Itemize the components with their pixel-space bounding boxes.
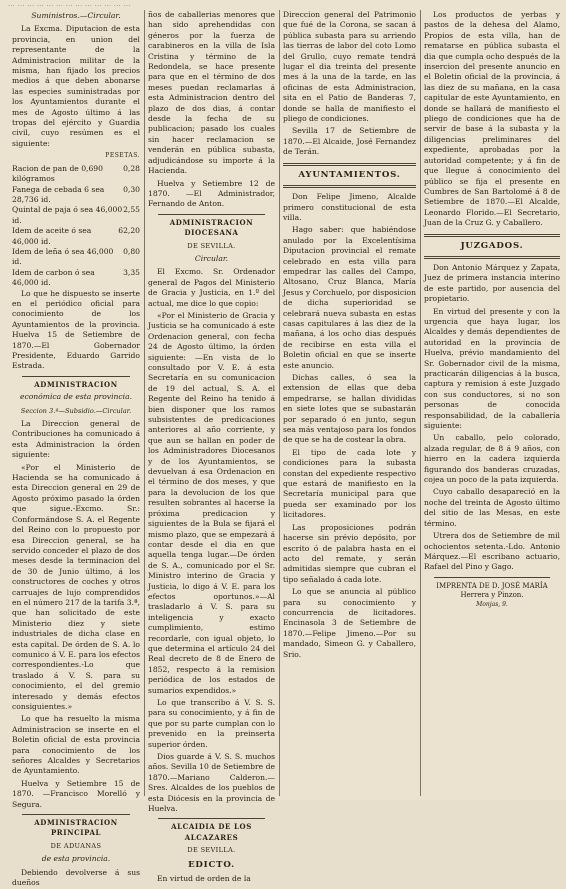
price-row — [12, 268, 140, 289]
column-3 — [283, 10, 416, 796]
paragraph: Hago saber: que habiéndose anulado por la Excelentísima Diputacion provincial el remate celebrado en esta villa para empedrar las calles del Campo, Altosano, Cruz Blanca, María Jesus y Corchuelo, por disposicion de dicha superioridad se celebrará nueva subasta en estas casas capitulares á las diez de la mañana, á los ocho dias después de recibirse en esta villa el Boletin oficial en que se inserte este anuncio. — [283, 225, 416, 370]
price-label: Racion de pan de 0,690 kilógramos — [12, 163, 103, 184]
section-heading: ALCAIDIA DE LOS ALCAZARES — [171, 822, 252, 842]
price-list — [12, 164, 140, 289]
section-subheading: económica de esta provincia. — [19, 392, 133, 402]
section-heading: Suministros.—Circular. — [31, 11, 121, 20]
section-heading: AYUNTAMIENTOS. — [298, 169, 401, 180]
section-heading: JUZGADOS. — [460, 240, 524, 251]
paragraph: Un caballo, pelo colorado, alzada regular, de 8 á 9 años, con hierro en la cadera izquierda figurando dos banderas cruzadas, cojea un poco de la pata izquierda. — [424, 433, 560, 485]
price-row — [12, 226, 140, 247]
section-heading: ADMINISTRACION DIOCESANA — [169, 217, 254, 238]
price-value: 2,55 — [123, 205, 140, 215]
price-row — [12, 205, 140, 226]
paragraph: Sevilla 17 de Setiembre de 1870.—El Alcaide, José Fernandez de Terán. — [283, 126, 416, 157]
paragraph: Dios guarde á V. S. S. muchos años. Sevilla 10 de Setiembre de 1870.—Mariano Calderon.—Sres. Alcaldes de los pueblos de esta Diócesis en la provincia de Huelva. — [148, 752, 275, 814]
separator — [22, 376, 130, 377]
paragraph: Don Felipe Jimeno, Alcalde primero constitucional de esta villa. — [283, 192, 416, 222]
paragraph: En virtud del presente y con la urgencia que haya lugar, los Alcaldes y demás dependientes de autoridad en la provincia de Huelva, prévio mandamiento del Sr. Gobernador civil de la misma, practicarán diligencias á la busca, captura y remision á este Juzgado con sus conductores, si no son personas de conocida responsabilidad, de la caballería siguiente: — [424, 306, 560, 431]
section-heading: ADMINISTRACION PRINCIPAL — [34, 818, 118, 838]
paragraph: Direccion general del Patrimonio que fué de la Corona, se sacan á pública subasta para su arriendo las tierras de labor del coto Lomo del Grullo, cuyo remate tendrá lugar el dia treinta del presente mes á la una de la tarde, en las oficinas de esta Administracion, sita en el Patio de Banderas 7, donde se halla de manifiesto el pliego de condiciones. — [283, 10, 416, 124]
imprint-address: Monjas, 9. — [476, 600, 508, 608]
separator — [22, 814, 130, 815]
paragraph: Huelva y Setiembre 12 de 1870. —El Administrador, Fernando de Anton. — [148, 178, 275, 209]
price-row — [12, 247, 140, 268]
paragraph: ños de caballerias menores que han sido aprehendidas con géneros por la fuerza de carabineros en la villa de Isla Cristina y término de la Redondela, se hace presente para que en el término de dos meses puedan reclamarlas á esta Administracion dentro del plazo de dos dias, á contar desde la fecha de su publicacion; pasado los cuales sin hacer reclamacion se venderán en pública subasta, adjudicándose su importe á la Hacienda. — [148, 10, 275, 176]
separator — [158, 214, 265, 215]
separator — [424, 256, 560, 259]
paragraph: Debiendo devolverse á sus dueños — [12, 867, 140, 888]
section-heading: ADMINISTRACION — [34, 379, 118, 389]
section-subheading: DE SEVILLA. — [187, 846, 236, 855]
paragraph: Utrera dos de Setiembre de mil ochocientos setenta.-Ldo. Antonio Márquez.—El escribano actuario, Rafael del Pino y Gago. — [424, 531, 560, 572]
price-value: 0,30 — [123, 184, 140, 194]
column-rule — [279, 10, 280, 796]
section-subheading: DE SEVILLA. — [187, 241, 236, 250]
paragraph: Don Antonio Márquez y Zapata, Juez de primera instancia interino de este partido, por ausencia del propietario. — [424, 262, 560, 304]
paragraph: El tipo de cada lote y condiciones para la subasta constan del expediente respectivo que estará de manifiesto en la Secretaría municipal para que pueda ser examinado por los licitadores. — [283, 447, 416, 520]
section-subheading: DE ADUANAS — [50, 841, 102, 850]
price-label: Idem de carbon ó sea 46,000 id. — [12, 267, 95, 288]
price-label: Idem de leña ó sea 46,000 id. — [12, 246, 114, 267]
price-value: 3,35 — [123, 267, 140, 277]
column-1 — [12, 10, 140, 888]
paragraph: Dichas calles, ó sea la extension de ellas que deba empedrarse, se hallan divididas en siete lotes que se subastarán por separado ó en junto, segun sea más ventajoso para los fondos de que se ha de costear la obra. — [283, 373, 416, 445]
paragraph: Cuyo caballo desapareció en la noche del treinta de Agosto último del sitio de las Mesas, en este término. — [424, 487, 560, 528]
separator — [158, 818, 265, 819]
separator — [283, 185, 416, 188]
price-label: Fanega de cebada 6 sea 28,736 id. — [12, 184, 105, 204]
column-2 — [148, 10, 275, 884]
paragraph: La Direccion general de Contribuciones ha comunicado á esta Administracion la órden siguiente: — [12, 419, 140, 460]
edict-title: EDICTO. — [188, 859, 235, 870]
paragraph: Lo que he dispuesto se inserte en el periódico oficial para conocimiento de los Ayuntamientos de la provincia. Huelva 15 de Setiembre de 1870.—El Gobernador Presidente, Eduardo Garrido Estrada. — [12, 288, 140, 371]
paragraph: Huelva y Setiembre 15 de 1870. —Francisco Morelló y Segura. — [12, 778, 140, 809]
price-row — [12, 164, 140, 185]
column-rule — [144, 10, 145, 796]
paragraph: «Por el Ministerio de Gracia y Justicia se ha comunicado á este Ordenacion general, con fecha 24 de Agosto último, la órden siguiente: —En vista de lo consultado por V. E. á esta Secretaría en su comunicacion de 19 del actual, S. A. el Regente del Reino ha tenido á bien disponer que los ramos subsistentes de predicaciones anteriores al año corriente, y que aun se hallan en poder de los Administradores Diocesanos y de los Ayuntamientos, se devuelvan á esa Ordenacion en el término de dos meses, y que para la devolucion de los que resulten sobrantes al hacerse la próxima predicacion y siguientes de la Bula se fijará el mismo plazo, que se empezará á contar desde el dia en que aquella tenga lugar.—De órden de S. A., comunicado por el Sr. Ministro interino de Gracia y Justicia, lo digo á V. E. para los efectos oportunos.»—Al trasladarlo á V. S. para su inteligencia y exacto cumplimiento, estimo recordarle, con igual objeto, lo que determina el artículo 24 del Real decreto de 8 de Enero de 1852, respecto á la remision periódica de los estados de sumarios expendidos.» — [148, 310, 275, 695]
section-subheading: de esta provincia. — [41, 854, 111, 864]
section-line: Seccion 3.ª—Subsidio.—Circular. — [20, 406, 132, 415]
paragraph: Lo que transcribo á V. S. S. para su conocimiento, y á fin de que por su parte cumplan con lo prevenido en la preinserta superior órden. — [148, 698, 275, 749]
separator — [283, 163, 416, 166]
separator — [434, 577, 550, 578]
price-value: 0,80 — [123, 246, 140, 256]
paragraph: La Excma. Diputacion de esta provincia, en union del representante de la Administracion militar de la misma, han fijado los precios medios á que deben abonarse las especies suministradas por los Ayuntamientos durante el mes de Agosto último á las tropas del ejército y Guardia civil, cuyo resúmen es el siguiente: — [12, 24, 140, 148]
price-value: 62,20 — [118, 226, 140, 236]
price-row — [12, 185, 140, 206]
paragraph: «Por el Ministerio de Hacienda se ha comunicado á esta Direccion general en 29 de Agosto próximo pasado la órden que sigue.-Excmo. Sr.: Conformándose S. A. el Regente del Reino con lo propuesto por esa Direccion general, se ha servido conceder el plazo de dos meses desde la terminacion del de 30 de Junio último, á los constructores de coches y otros carruajes de lujo comprendidos en el número 217 de la tarifa 3.ª, que han solicitado de este Ministerio diez y siete industriales de dicha clase en esta capital. De órden de S. A. lo comunico á V. E. para los efectos correspondientes.-Lo que traslado á V. S. para su conocimiento, el del gremio interesado y demás efectos consiguientes.» — [12, 462, 140, 711]
price-value: 0,28 — [123, 163, 140, 173]
circular-label: Circular. — [194, 253, 229, 263]
paragraph: Los productos de yerbas y pastos de la dehesa del Alamo, Propios de esta villa, han de rematarse en pública subasta el dia que cumpla ocho después de la insercion del presente anuncio en el Boletin oficial de la provincia, á las diez de su mañana, en la casa capitular de este Ayuntamiento, en donde se hallará de manifiesto el pliego de condiciones que ha de servir de base á la subasta y la diligencias preliminares del expediente, aprobadas por la autoridad competente; y á fin de que llegue á conocimiento del público se fija el presente en Cumbres de San Bartolomé á 8 de Setiembre de 1870.—El Alcalde, Leonardo Florido.—El Secretario, Juan de la Cruz G. y Caballero. — [424, 10, 560, 228]
imprint: IMPRENTA DE D. JOSÉ MARÍA Herrera y Pinzon. — [436, 581, 548, 599]
price-label: Quintal de paja ó sea 46,000 id. — [12, 205, 123, 225]
paragraph: En virtud de orden de la — [157, 874, 251, 884]
price-label: Idem de aceite ó sea 46,000 id. — [12, 226, 92, 246]
column-rule — [420, 10, 421, 796]
column-4 — [424, 10, 560, 796]
paragraph: Lo que se anuncia al público para su conocimiento y concurrencia de licitadores. Encinasola 3 de Setiembre de 1870.—Felipe Jimeno.—Por su mandado, Simeon G. y Caballero, Srio. — [283, 587, 416, 659]
unit-heading: PESETAS. — [105, 152, 140, 160]
paragraph: Lo que ha resuelto la misma Administracion se inserte en el Boletin oficial de esta provincia para conocimiento de los señores Alcaldes y Secretarios de Ayuntamiento. — [12, 714, 140, 776]
header-strip: ... ... ... ... ... ... ... ... ... ... ... ... ... — [8, 1, 131, 8]
separator — [424, 234, 560, 237]
paragraph: Las proposiciones podrán hacerse sin prévio depósito, por escrito ó de palabra hasta en el acto del remate, y serán admitidas siempre que cubran el tipo señalado á cada lote. — [283, 522, 416, 584]
paragraph: El Excmo. Sr. Ordenador general de Pagos del Ministerio de Gracia y Justicia, en 1.º del actual, me dice lo que copio: — [148, 267, 275, 308]
